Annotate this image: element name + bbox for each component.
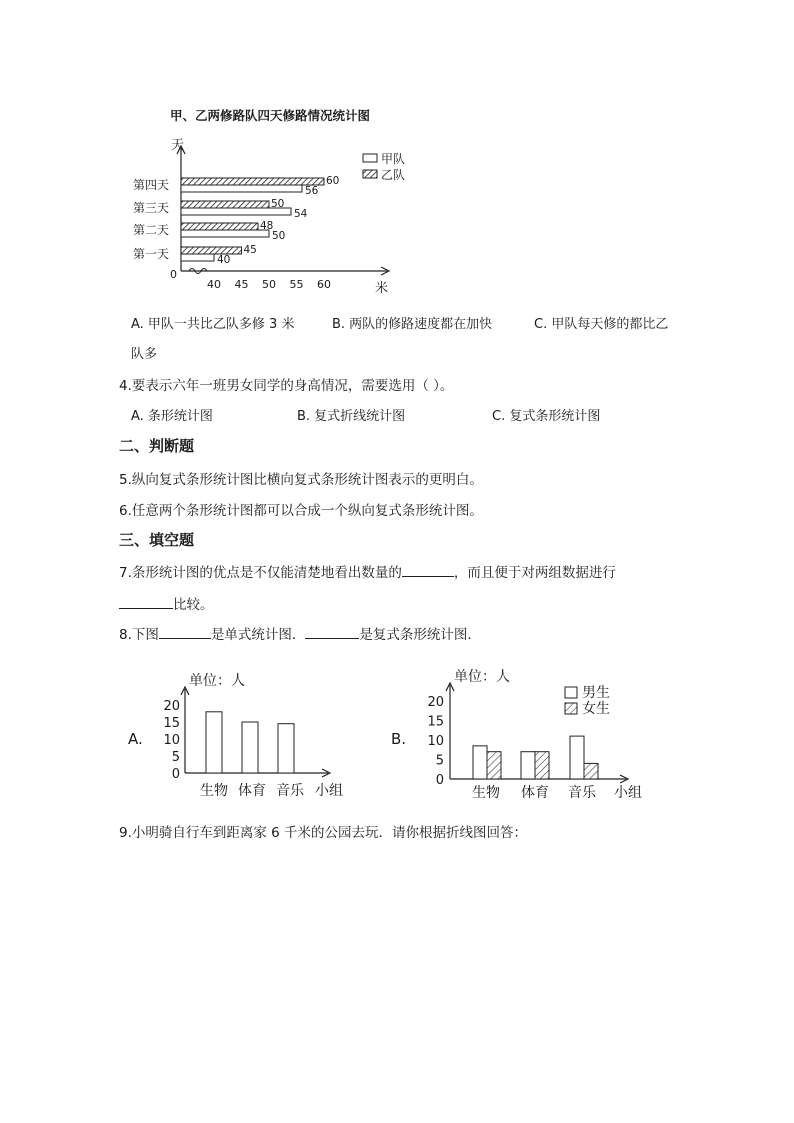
chart-b-category: 生物: [472, 785, 500, 801]
q4-option-c[interactable]: C. 复式条形统计图: [492, 409, 601, 424]
q7-line1: [119, 561, 616, 581]
q8-text-part3: 是复式条形统计图．: [359, 627, 481, 643]
category-label: 第二天: [133, 223, 170, 237]
data-label-yi: 48: [260, 220, 274, 232]
bar-yi: [181, 223, 258, 230]
q8-line: [119, 623, 481, 643]
chart-a-category: 音乐: [276, 783, 304, 799]
chart-b-bar-boys: [570, 736, 584, 779]
chart-b-legend-swatch-boys: [565, 687, 577, 698]
q5-stem: 5.纵向复式条形统计图比横向复式条形统计图表示的更明白。: [119, 472, 483, 488]
x-tick-label: 45: [234, 278, 249, 291]
chart-b-bar-boys: [521, 752, 535, 779]
x-tick-label: 40: [207, 278, 221, 291]
q8-blank-1[interactable]: [159, 624, 211, 639]
chart-b-legend-swatch-girls: [565, 703, 577, 714]
q7-text-part1: 7.条形统计图的优点是不仅能清楚地看出数量的: [119, 565, 402, 581]
chart-a-bar: [242, 722, 258, 773]
chart-a-label: A.: [128, 730, 143, 748]
data-label-jia: 56: [305, 185, 319, 197]
bar-yi: [181, 201, 269, 208]
bar-jia: [181, 254, 214, 261]
q6-stem: 6.任意两个条形统计图都可以合成一个纵向复式条形统计图。: [119, 503, 483, 519]
q7-blank-1[interactable]: [402, 562, 454, 577]
chart-b-y-tick: 5: [435, 753, 444, 769]
q7-line2: [119, 593, 214, 613]
q8-text-part1: 8.下图: [119, 627, 159, 643]
chart-a-y-tick: 20: [163, 699, 180, 714]
q3-option-a[interactable]: A. 甲队一共比乙队多修 3 米: [131, 317, 295, 332]
chart-b: [388, 662, 658, 807]
x-axis-unit: 米: [375, 281, 389, 296]
data-label-yi: 60: [326, 175, 340, 187]
q4-option-a[interactable]: A. 条形统计图: [131, 409, 213, 424]
legend-label-yi: 乙队: [381, 168, 406, 182]
chart-b-y-tick: 15: [427, 714, 444, 730]
origin-label: 0: [170, 268, 177, 281]
data-label-yi: 45: [243, 244, 257, 256]
q4-option-b[interactable]: B. 复式折线统计图: [297, 409, 406, 424]
chart-a-bar: [278, 724, 294, 773]
chart-b-y-tick: 0: [435, 773, 444, 788]
section-heading-fill-in: 三、填空题: [119, 531, 195, 549]
q4-stem: 4.要表示六年一班男女同学的身高情况，需要选用（ ）。: [119, 378, 454, 394]
chart-a-y-tick: 5: [171, 750, 180, 765]
bar-yi: [181, 178, 324, 185]
x-tick-label: 50: [262, 278, 276, 291]
legend-swatch-jia: [363, 154, 377, 162]
q3-option-c-continued: 队多: [131, 347, 158, 362]
q3-option-c[interactable]: C. 甲队每天修的都比乙: [534, 317, 669, 332]
chart-b-y-tick: 20: [427, 695, 444, 710]
category-label: 第一天: [133, 247, 170, 261]
q3-option-b[interactable]: B. 两队的修路速度都在加快: [332, 317, 493, 332]
chart-title: 甲、乙两修路队四天修路情况统计图: [170, 108, 371, 123]
chart-b-bar-girls: [487, 752, 501, 779]
data-label-jia: 40: [217, 254, 231, 266]
chart-a-category: 体育: [238, 783, 266, 799]
y-axis-unit: 天: [171, 138, 185, 153]
chart-b-y-tick: 10: [427, 734, 444, 749]
chart-b-category: 音乐: [568, 785, 596, 801]
data-label-jia: 54: [294, 208, 308, 220]
chart-a-y-tick: 15: [163, 716, 180, 731]
category-label: 第四天: [133, 178, 170, 192]
chart-a-x-title: 小组: [315, 783, 343, 799]
q8-text-part2: 是单式统计图．: [210, 627, 306, 643]
bar-yi: [181, 247, 242, 254]
chart-b-x-title: 小组: [614, 785, 642, 801]
chart-a-y-tick: 0: [171, 767, 180, 782]
chart-b-bar-boys: [473, 746, 487, 779]
q7-text-part3: 比较。: [173, 597, 214, 613]
data-label-yi: 50: [271, 198, 285, 210]
q8-blank-2[interactable]: [305, 624, 359, 639]
chart-b-unit: 单位：人: [454, 669, 510, 685]
q9-stem: 9.小明骑自行车到距离家 6 千米的公园去玩．请你根据折线图回答：: [119, 825, 528, 841]
chart-b-bar-girls: [584, 763, 598, 779]
chart-b-bar-girls: [535, 752, 549, 779]
chart-a-y-tick: 10: [163, 733, 180, 748]
chart-b-label: B.: [391, 730, 407, 748]
road-repair-chart: [125, 100, 425, 300]
legend-label-jia: 甲队: [381, 152, 406, 166]
section-heading-judgment: 二、判断题: [119, 437, 195, 455]
q7-text-part2: ，而且便于对两组数据进行: [453, 565, 616, 581]
bar-jia: [181, 185, 302, 192]
category-label: 第三天: [133, 201, 170, 215]
x-tick-label: 55: [289, 278, 304, 291]
chart-a-category: 生物: [200, 783, 228, 799]
x-tick-label: 60: [317, 278, 331, 291]
chart-b-legend-girls: 女生: [582, 701, 610, 717]
bar-jia: [181, 230, 269, 237]
chart-b-legend-boys: 男生: [582, 685, 610, 701]
q7-blank-2[interactable]: [119, 594, 173, 609]
chart-a: [125, 665, 360, 805]
chart-a-bar: [206, 712, 222, 773]
data-label-jia: 50: [272, 230, 286, 242]
legend-swatch-yi: [363, 170, 377, 178]
chart-a-unit: 单位：人: [189, 673, 245, 689]
chart-b-category: 体育: [521, 785, 549, 801]
